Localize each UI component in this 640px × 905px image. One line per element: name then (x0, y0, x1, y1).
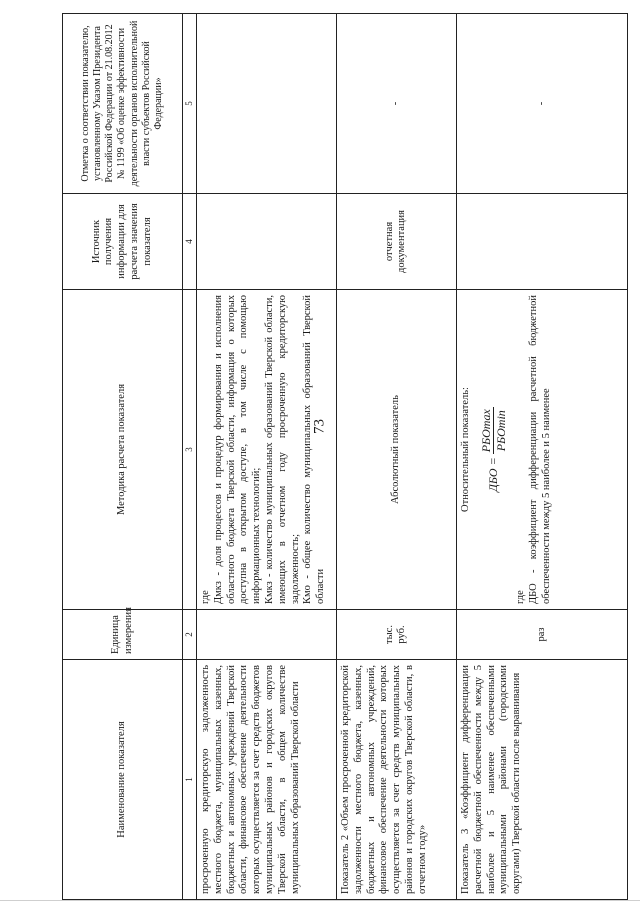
row3-unit: раз (456, 610, 627, 660)
page-number: 73 (311, 419, 328, 434)
row3-method (456, 290, 627, 610)
formula-fraction (479, 407, 509, 454)
row3-mark: - (456, 14, 627, 194)
row3-source (456, 194, 627, 290)
column-number: 2 (183, 610, 197, 660)
column-number: 5 (183, 14, 197, 194)
row3-name: Показатель 3 «Коэффициент дифференциации расчетной бюджетной обеспеченности между 5 наиболее и 5 наименее обеспеченными муниципальными районами (городскими округами) Тверской области после выравнивания (456, 660, 627, 900)
row3-method-intro: Относительный показатель: (459, 387, 471, 512)
row2-mark: - (336, 14, 456, 194)
row1-method: где Дмкз - доля процессов и процедур формирования и исполнения областного бюджета Тверской области, информация о которых доступна в открытом доступе, в том числе с помощью информационных технологий; Кмкз - количество муниципальных образований Тверской области, имеющих в отчетном году просроченную кредиторскую задолженность; Кмо - общее количество муниципальных образований Тверской области (196, 290, 336, 610)
header-source: Источник получения информации для расчета значения показателя (63, 194, 183, 290)
header-mark: Отметка о соответствии показателю, установленному Указом Президента Российской Федерации от 21.08.2012 № 1199 «Об оценке эффективности деятельности органов исполнительной власти субъектов Российской Федерации» (63, 14, 183, 194)
row3-formula (479, 295, 509, 604)
row1-unit (196, 610, 336, 660)
header-method: Методика расчета показателя (63, 290, 183, 610)
indicators-table (62, 14, 628, 900)
column-number: 3 (183, 290, 197, 610)
row2-source: отчетная документация (336, 194, 456, 290)
formula-lhs: ДБО = (485, 457, 500, 492)
row3-method-tail: где ДБО - коэффициент дифференциации расчетной бюджетной обеспеченности между 5 наиболее и 5 наименее (515, 295, 552, 604)
row2-unit: тыс. руб. (336, 610, 456, 660)
header-unit: Единица измерения (63, 610, 183, 660)
row1-mark (196, 14, 336, 194)
header-indicator-name: Наименование показателя (63, 660, 183, 900)
row1-source (196, 194, 336, 290)
column-number: 1 (183, 660, 197, 900)
row1-name: просроченную кредиторскую задолженность местного бюджета, муниципальных казенных, бюджетных и автономных учреждений Тверской области, финансовое обеспечение деятельности которых осуществляется за счет средств бюджетов муниципальных районов и городских округов Тверской области, в общем количестве муниципальных образований Тверской области (196, 660, 336, 900)
formula-denominator: РБОmin (494, 410, 509, 452)
scan-edge (0, 900, 640, 901)
column-number: 4 (183, 194, 197, 290)
row2-method: Абсолютный показатель (336, 290, 456, 610)
formula-numerator: РБОmax (478, 409, 493, 453)
row2-name: Показатель 2 «Объем просроченной кредиторской задолженности местного бюджета, казенных, бюджетных и автономных учреждений, финансовое обеспечение деятельности которых осуществляется за счет средств муниципальных районов и городских округов Тверской области, в отчетном году» (336, 660, 456, 900)
